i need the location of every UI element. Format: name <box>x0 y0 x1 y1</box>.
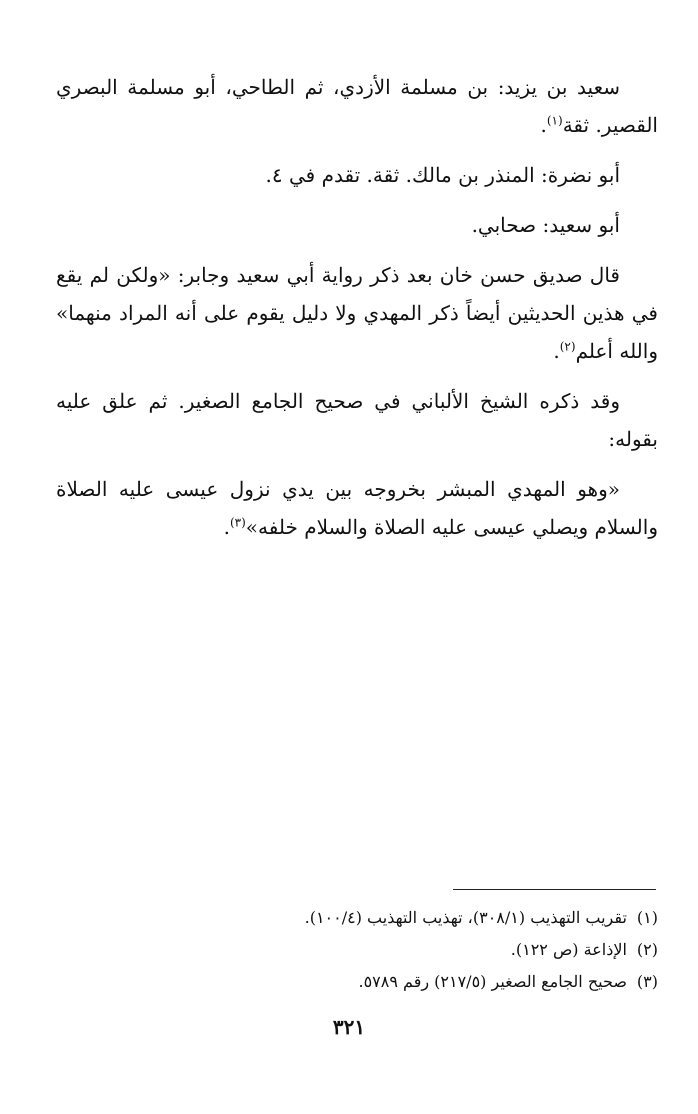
paragraph-text: سعيد بن يزيد: بن مسلمة الأزدي، ثم الطاحي، أبو مسلمة البصري القصير. ثقة <box>56 75 658 137</box>
paragraph-text: قال صديق حسن خان بعد ذكر رواية أبي سعيد وجابر: «ولكن لم يقع في هذين الحديثين أيضاً ذكر المهدي ولا دليل يقوم على أنه المراد منهما» والله أعلم <box>56 263 658 363</box>
paragraph-narrator-abu-nadra <box>56 156 658 194</box>
paragraph-quote <box>56 470 658 546</box>
paragraph-tail: . <box>540 113 547 137</box>
main-text <box>56 68 658 558</box>
paragraph-tail: . <box>223 515 230 539</box>
footnote-2 <box>56 934 658 966</box>
footnote-text: الإذاعة (ص ١٢٢). <box>510 940 627 959</box>
paragraph-narrator-saeed <box>56 68 658 144</box>
footnotes <box>56 902 658 998</box>
footnote-separator <box>453 889 656 890</box>
page-number: ٣٢١ <box>332 1015 366 1039</box>
footnote-text: تقريب التهذيب (٣٠٨/١)، تهذيب التهذيب (١٠٠/٤). <box>304 908 627 927</box>
paragraph-narrator-abu-saeed <box>56 206 658 244</box>
paragraph-siddiq-hasan-khan <box>56 256 658 370</box>
footnote-reference-3[interactable]: (٣) <box>229 515 246 530</box>
paragraph-text: أبو نضرة: المنذر بن مالك. ثقة. تقدم في ٤. <box>265 163 620 187</box>
footnote-reference-2[interactable]: (٢) <box>559 339 576 354</box>
paragraph-text: «وهو المهدي المبشر بخروجه بين يدي نزول عيسى عليه الصلاة والسلام ويصلي عيسى عليه الصلاة والسلام خلفه» <box>56 477 658 539</box>
footnote-reference-1[interactable]: (١) <box>546 113 563 128</box>
footnote-number: (٢) <box>636 940 658 959</box>
footnote-number: (١) <box>636 908 658 927</box>
paragraph-text: وقد ذكره الشيخ الألباني في صحيح الجامع الصغير. ثم علق عليه بقوله: <box>56 389 658 451</box>
footnote-number: (٣) <box>636 972 658 991</box>
footnote-3 <box>56 966 658 998</box>
footnote-text: صحيح الجامع الصغير (٢١٧/٥) رقم ٥٧٨٩. <box>358 972 627 991</box>
footnote-1 <box>56 902 658 934</box>
paragraph-tail: . <box>553 339 560 363</box>
paragraph-text: أبو سعيد: صحابي. <box>471 213 620 237</box>
paragraph-albani <box>56 382 658 458</box>
